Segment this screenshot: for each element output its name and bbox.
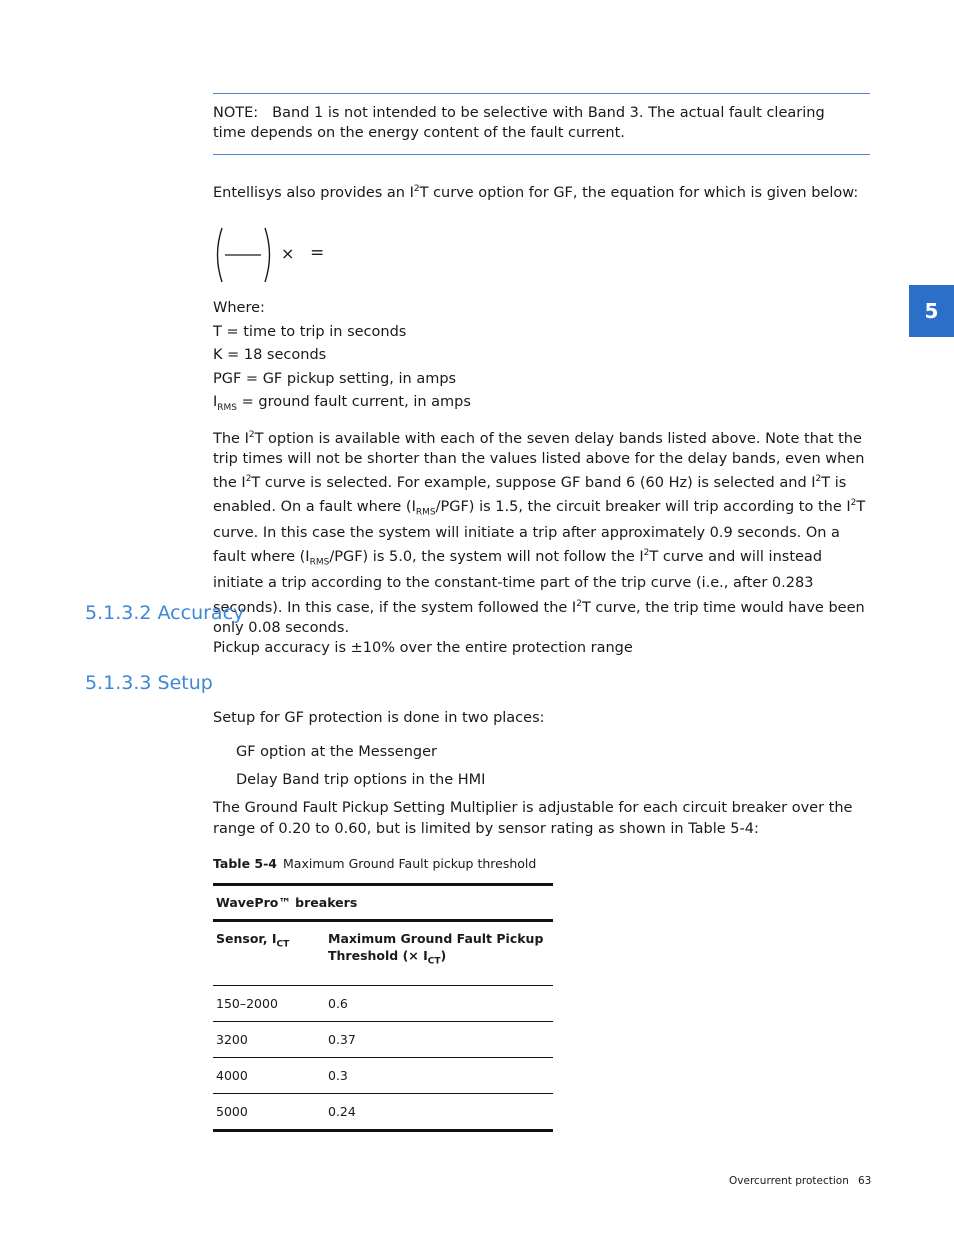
col-sensor-header [213,921,325,986]
para-sup4: 2 [850,498,857,509]
formula-times: × [281,244,295,263]
col1-base: Sensor, I [216,931,277,946]
table-group-row [213,886,553,921]
table-row [213,985,553,1021]
col2-close: ) [440,948,447,963]
setup-text: Setup for GF protection is done in two places: [213,710,545,726]
accuracy-heading: 5.1.3.2 Accuracy [85,602,245,624]
para-s6: T curve. In this case the system will initiate a trip after approximately 0.9 seconds. On a fault where (I [213,499,866,566]
threshold-cell: 0.37 [325,1021,553,1057]
para-sub2: RMS [309,558,330,569]
multiplier-text: The Ground Fault Pickup Setting Multiplier is adjustable for each circuit breaker over the range of 0.20 to 0.60, but is limited by sensor rating as shown in Table 5-4: [213,800,853,837]
intro-after: T curve option for GF, the equation for which is given below: [419,184,859,201]
col-threshold-header [325,921,553,986]
table-group-header: WavePro™ breakers [213,886,553,921]
para-sup3: 2 [815,474,822,485]
irms-sub: RMS [217,403,238,414]
gf-threshold-table [213,883,553,1132]
col2-sub: CT [427,956,441,967]
para-sub1: RMS [415,507,436,518]
table-header-row [213,921,553,986]
where-pgf-def: PGF = GF pickup setting, in amps [213,370,457,387]
table-row [213,1093,553,1130]
where-irms-def [213,391,471,420]
setup-bullet-hmi: Delay Band trip options in the HMI [236,772,486,788]
para-s5: /PGF) is 1.5, the circuit breaker will trip according to the I [435,499,851,516]
para-s9: T curve, the trip time would have been only 0.08 seconds. [213,599,865,636]
table-caption-label: Table 5-4 [213,856,277,871]
sensor-cell: 4000 [213,1057,325,1093]
irms-rest: = ground fault current, in amps [237,394,471,411]
setup-bullet-messenger: GF option at the Messenger [236,744,437,760]
footer-page-number: 63 [858,1175,872,1187]
where-k-def: K = 18 seconds [213,347,327,364]
where-list [213,297,471,421]
sensor-cell: 5000 [213,1093,325,1130]
intro-sup: 2 [413,184,420,194]
accuracy-text: Pickup accuracy is ±10% over the entire protection range [213,640,633,656]
note-top-rule [213,93,870,94]
para-s1: The I [213,430,249,447]
i2t-formula [213,226,333,284]
note-block [213,103,853,143]
col2-line2: Threshold (× I [328,948,428,963]
para-s8: T curve and will instead initiate a trip according to the constant-time part of the trip curve (i.e., after 0.283 seconds). In this case, if the system followed the I [213,549,823,616]
threshold-cell: 0.3 [325,1057,553,1093]
table-row [213,1021,553,1057]
sensor-cell: 3200 [213,1021,325,1057]
para-s7: /PGF) is 5.0, the system will not follow the I [329,549,644,566]
table-row [213,1057,553,1093]
irms-base: I [213,394,218,411]
threshold-cell: 0.24 [325,1093,553,1130]
para-s4: T is enabled. On a fault where (I [213,475,847,516]
note-lead: NOTE: [213,105,259,121]
setup-heading: 5.1.3.3 Setup [85,672,213,694]
col1-sub: CT [276,939,290,950]
para-sup5: 2 [643,548,650,559]
para-sup6: 2 [576,598,582,609]
sensor-cell: 150–2000 [213,985,325,1021]
threshold-cell: 0.6 [325,985,553,1021]
intro-before: Entellisys also provides an I [213,184,414,201]
para-sup1: 2 [248,430,255,440]
footer-section: Overcurrent protection [729,1175,849,1187]
i2t-paragraph [213,425,873,638]
where-label: Where: [213,300,265,316]
table-caption [213,856,536,871]
para-sup2: 2 [245,474,252,485]
para-s3: T curve is selected. For example, suppose GF band 6 (60 Hz) is selected and I [251,475,816,492]
note-text: Band 1 is not intended to be selective with Band 3. The actual fault clearing time depends on the energy content of the fault current. [213,105,825,141]
table-caption-text: Maximum Ground Fault pickup threshold [283,856,537,871]
where-t-def: T = time to trip in seconds [213,323,407,340]
note-bottom-rule [213,154,870,155]
col2-line1: Maximum Ground Fault Pickup [328,931,544,946]
para-s2: T option is available with each of the seven delay bands listed above. Note that the trip times will not be shorter than the values listed above for the delay bands, even when the I [213,430,865,492]
formula-equals: = [310,243,325,263]
chapter-tab: 5 [909,285,954,337]
intro-text [213,179,863,203]
